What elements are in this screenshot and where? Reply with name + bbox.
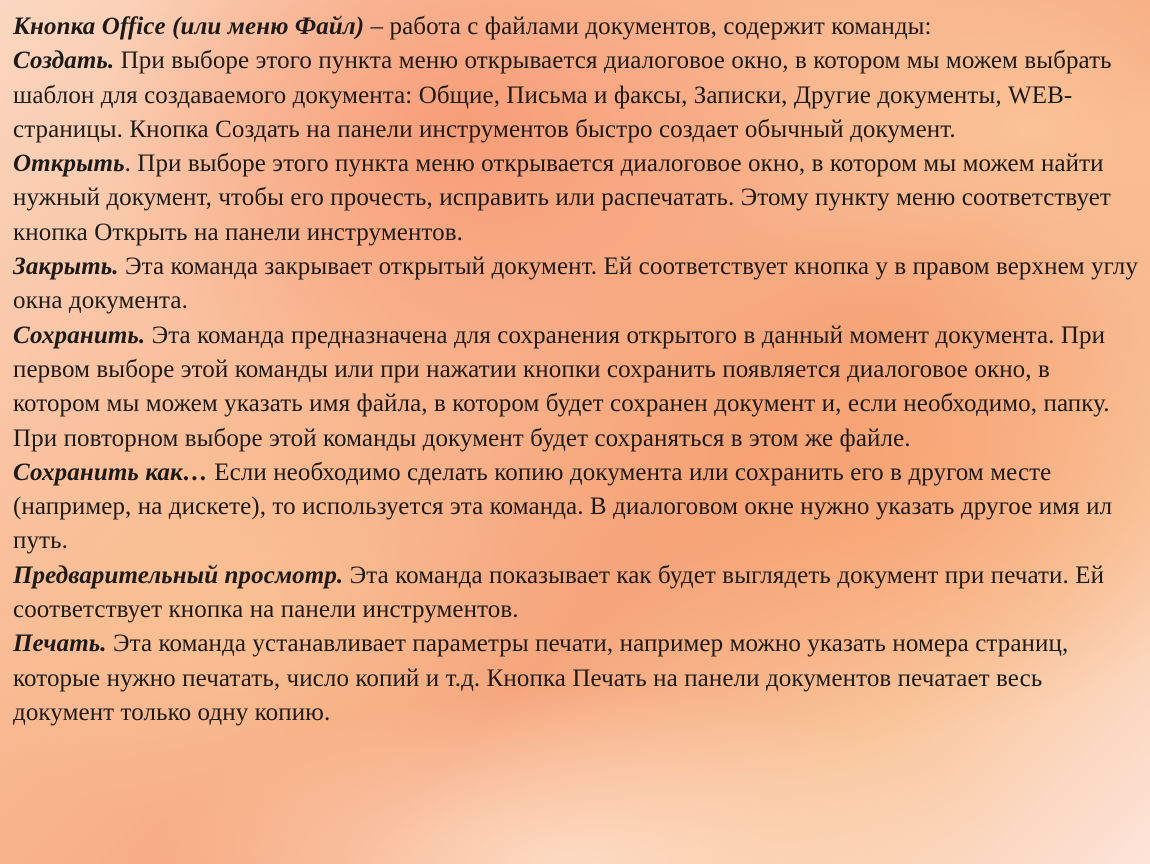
command-paragraph-save-as [13,456,1141,559]
command-term: Сохранить. [13,321,146,349]
command-term: Сохранить как… [13,458,208,486]
command-text: Если необходимо сделать копию документа или сохранить его в другом месте (например, на дискете), то используется эта команда. В диалоговом окне нужно указать другое имя ил путь. [13,458,1113,555]
command-paragraph-save [13,319,1141,456]
command-text: Эта команда устанавливает параметры печати, например можно указать номера страниц, которые нужно печатать, число копий и т.д. Кнопка Печать на панели документов печатает весь документ только одну копию. [13,630,1069,726]
command-term: Открыть [13,150,125,178]
slide-text-body [13,10,1141,730]
command-term: Предварительный просмотр. [13,561,344,589]
command-paragraph-create [13,44,1141,147]
command-term: Закрыть. [13,253,119,281]
intro-title: Кнопка Office (или меню Файл) [13,13,365,40]
command-text: При выборе этого пункта меню открывается диалоговое окно, в котором мы можем выбрать шаблон для создаваемого документа: Общие, Письма и факсы, Записки, Другие документы, WEB-страницы. Кнопка Создать на панели инструментов быстро создает обычный документ. [13,47,1112,143]
command-paragraph-open [13,147,1141,250]
intro-text: – работа с файлами документов, содержит команды: [364,13,932,40]
command-text: Эта команда предназначена для сохранения открытого в данный момент документа. При первом выборе этой команды или при нажатии кнопки сохранить появляется диалоговое окно, в котором мы можем указать имя файла, в котором будет сохранен документ и, если необходимо, папку. При повторном выборе этой команды документ будет сохраняться в этом же файле. [13,321,1110,452]
command-text: Эта команда закрывает открытый документ. Ей соответствует кнопка у в правом верхнем углу окна документа. [13,253,1138,315]
intro-paragraph [13,10,1141,44]
command-term: Печать. [13,630,107,658]
command-text: . При выборе этого пункта меню открывается диалоговое окно, в котором мы можем найти нужный документ, чтобы его прочесть, исправить или распечатать. Этому пункту меню соответствует кнопка Открыть на панели инструментов. [13,150,1111,246]
command-term: Создать. [13,47,115,75]
command-paragraph-close [13,250,1141,319]
command-paragraph-preview [13,559,1141,628]
command-text: Эта команда показывает как будет выглядеть документ при печати. Ей соответствует кнопка на панели инструментов. [13,561,1105,624]
command-paragraph-print [13,627,1141,730]
